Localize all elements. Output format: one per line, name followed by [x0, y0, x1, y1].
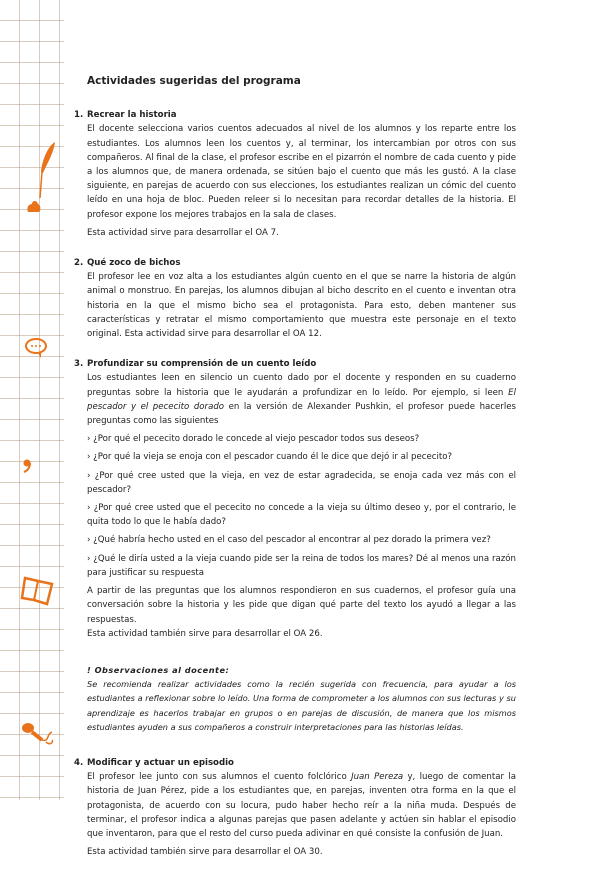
open-book-icon	[20, 576, 56, 606]
question-item: › ¿Por qué cree usted que el pececito no concede a la vieja su último deseo y, por el contrario, le quita todo lo que le había dado?	[87, 503, 516, 528]
activity-1	[74, 108, 516, 240]
comma-icon	[22, 459, 32, 473]
microphone-icon	[20, 720, 56, 750]
activity-title: Profundizar su comprensión de un cuento leído	[87, 359, 317, 370]
activity-number: 1.	[74, 110, 84, 121]
activity-text: El docente selecciona varios cuentos adecuados al nivel de los alumnos y los reparte entre los estudiantes. Los alumnos leen los cuentos y, al terminar, los intercambian por otros con sus compañeros. Al final de la clase, el profesor escribe en el pizarrón el nombre de cada cuento y pide a los alumnos que, de manera ordenada, se sitúen bajo el cuento que más les gustó. A la clase siguiente, en parejas de acuerdo con sus elecciones, los estudiantes realizan un cómic del cuento leído en una hoja de bloc. Pueden releer si lo necesitan para recordar detalles de la historia. El profesor expone los mejores trabajos en la sala de clases.	[87, 124, 516, 220]
activity-2	[74, 256, 516, 341]
activity-number: 3.	[74, 359, 84, 370]
teacher-observation	[87, 663, 516, 734]
question-item: › ¿Por qué cree usted que la vieja, en vez de estar agradecida, se enoja cada vez más con el pescador?	[87, 470, 516, 495]
feather-quill-icon	[34, 140, 58, 200]
speech-bubble-icon	[24, 337, 48, 359]
story-title: Juan Pereza	[351, 772, 404, 783]
activity-title: Qué zoco de bichos	[87, 258, 181, 269]
observation-title: ! Observaciones al docente:	[87, 664, 230, 675]
question-item: › ¿Por qué la vieja se enoja con el pescador cuando él le dice que dejó ir al pececito?	[87, 452, 453, 463]
activity-title: Modificar y actuar un episodio	[87, 757, 234, 768]
activity-oa: Esta actividad sirve para desarrollar el OA 7.	[87, 227, 279, 238]
observation-text: Se recomienda realizar actividades como la recién sugerida con frecuencia, para ayudar a los estudiantes a reflexionar sobre lo leído. Una forma de comprometer a los alumnos con sus lecturas y su aprendizaje es hacerlos trabajar en grupos o en parejas de discusión, de manera que los mismos estudiantes ayuden a sus compañeros a construir interpretaciones para las historias leídas.	[87, 679, 516, 732]
activity-number: 2.	[74, 258, 84, 269]
activity-3	[74, 357, 516, 641]
activity-text: El profesor lee en voz alta a los estudiantes algún cuento en el que se narre la historia de algún animal o monstruo. En parejas, los alumnos dibujan al bicho descrito en el cuento e inventan otra historia en la que el mismo bicho sea el protagonista. Para esto, deben mantener sus características y retratar el mismo comportamiento que muestra este personaje en el texto original. Esta actividad sirve para desarrollar el OA 12.	[87, 272, 516, 340]
activity-closing: A partir de las preguntas que los alumnos respondieron en sus cuadernos, el profesor guía una conversación sobre la historia y les pide que digan qué parte del texto los ayudó a llegar a las respuestas.	[87, 586, 516, 625]
page-title: Actividades sugeridas del programa	[87, 75, 301, 87]
activity-text: Los estudiantes leen en silencio un cuento dado por el docente y responden en su cuaderno preguntas sobre la historia que le ayudarán a profundizar en lo leído. Por ejemplo, si leen El pescador y el pececito dorado en la versión de Alexander Pushkin, el profesor puede hacerles preguntas como las siguientes	[87, 373, 516, 427]
document-content	[74, 74, 516, 875]
activity-number: 4.	[74, 757, 84, 768]
activity-4	[74, 756, 516, 859]
activity-title: Recrear la historia	[87, 110, 177, 121]
question-item: › ¿Qué habría hecho usted en el caso del pescador al encontrar al pez dorado la primera vez?	[87, 535, 491, 546]
book-title: El pescador y el pececito dorado	[87, 387, 516, 412]
question-item: › ¿Por qué el pececito dorado le concede al viejo pescador todos sus deseos?	[87, 434, 420, 445]
activity-oa: Esta actividad también sirve para desarrollar el OA 26.	[87, 628, 323, 639]
margin-grid	[0, 0, 64, 800]
activity-text: El profesor lee junto con sus alumnos el cuento folclórico Juan Pereza y, luego de comentar la historia de Juan Pérez, pide a los estudiantes que, en parejas, inventen otra forma en la que el protagonista, de acuerdo con su locura, pudo haber hecho reír a la niña muda. Después de terminar, el profesor indica a algunas parejas que pasen adelante y actúen sin hablar el episodio que inventaron, para que el resto del curso pueda adivinar en qué consiste la confusión de Juan.	[87, 772, 516, 839]
ink-blot-icon	[26, 198, 42, 214]
question-item: › ¿Qué le diría usted a la vieja cuando pide ser la reina de todos los mares? Dé al menos una razón para justificar su respuesta	[87, 553, 516, 578]
activity-oa: Esta actividad también sirve para desarrollar el OA 30.	[87, 847, 323, 858]
